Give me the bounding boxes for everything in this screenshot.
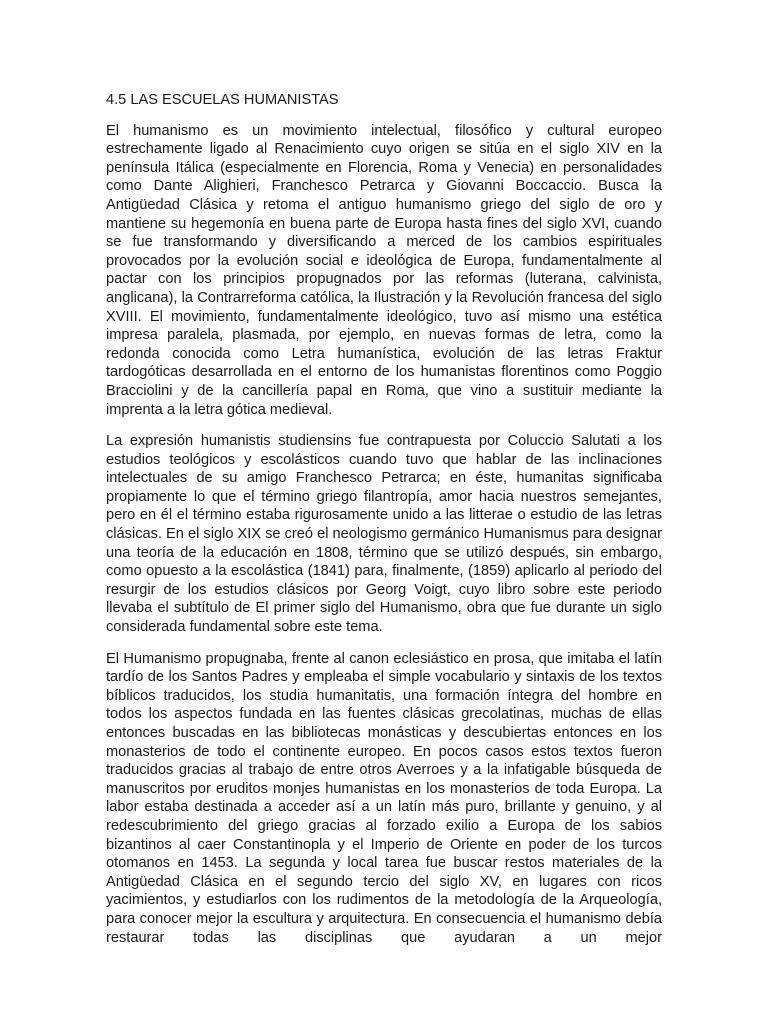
paragraph-humanismo-definicion: El humanismo es un movimiento intelectual, filosófico y cultural europeo estrechamente ligado al Renacimiento cuyo origen se sitúa en el siglo XIV en la península Itálica (especialmente en Florencia, Roma y Venecia) en personalidades como Dante Alighieri, Franchesco Petrarca y Giovanni Boccaccio. Busca la Antigüedad Clásica y retoma el antiguo humanismo griego del siglo de oro y mantiene su hegemonía en buena parte de Europa hasta fines del siglo XVI, cuando se fue transformando y diversificando a merced de los cambios espirituales provocados por la evolución social e ideológica de Europa, fundamentalmente al pactar con los principios propugnados por las reformas (luterana, calvinista, anglicana), la Contrarreforma católica, la Ilustración y la Revolución francesa del siglo XVIII. El movimiento, fundamentalmente ideológico, tuvo así mismo una estética impresa paralela, plasmada, por ejemplo, en nuevas formas de letra, como la redonda conocida como Letra humanística, evolución de las letras Fraktur tardogóticas desarrollada en el entorno de los humanistas florentinos como Poggio Bracciolini y de la cancillería papal en Roma, que vino a sustituir mediante la imprenta a la letra gótica medieval. xyxy=(106,122,662,418)
document-page xyxy=(106,91,662,960)
section-heading: 4.5 LAS ESCUELAS HUMANISTAS xyxy=(106,92,339,108)
paragraph-expresion-humanistis: La expresión humanistis studiensins fue contrapuesta por Coluccio Salutati a los estudios teológicos y escolásticos cuando tuvo que hablar de las inclinaciones intelectuales de su amigo Franchesco Petrarca; en éste, humanitas significaba propiamente lo que el término griego filantropía, amor hacia nuestros semejantes, pero en él el término estaba rigurosamente unido a las litterae o estudio de las letras clásicas. En el siglo XIX se creó el neologismo germánico Humanismus para designar una teoría de la educación en 1808, término que se utilizó después, sin embargo, como opuesto a la escolástica (1841) para, finalmente, (1859) aplicarlo al periodo del resurgir de los estudios clásicos por Georg Voigt, cuyo libro sobre este periodo llevaba el subtítulo de El primer siglo del Humanismo, obra que fue durante un siglo considerada fundamental sobre este tema. xyxy=(106,433,662,636)
paragraph-humanismo-propugnaba: El Humanismo propugnaba, frente al canon eclesiástico en prosa, que imitaba el latín tardío de los Santos Padres y empleaba el simple vocabulario y sintaxis de los textos bíblicos traducidos, los studia humanitatis, una formación íntegra del hombre en todos los aspectos fundada en las fuentes clásicas grecolatinas, muchas de ellas entonces buscadas en las bibliotecas monásticas y descubiertas entonces en los monasterios de todo el continente europeo. En pocos casos estos textos fueron traducidos gracias al trabajo de entre otros Averroes y a la infatigable búsqueda de manuscritos por eruditos monjes humanistas en los monasterios de toda Europa. La labor estaba destinada a acceder así a un latín más puro, brillante y genuino, y al redescubrimiento del griego gracias al forzado exilio a Europa de los sabios bizantinos al caer Constantinopla y el Imperio de Oriente en poder de los turcos otomanos en 1453. La segunda y local tarea fue buscar restos materiales de la Antigüedad Clásica en el segundo tercio del siglo XV, en lugares con ricos yacimientos, y estudiarlos con los rudimentos de la metodología de la Arqueología, para conocer mejor la escultura y arquitectura. En consecuencia el humanismo debía restaurar todas las disciplinas que ayudaran a un mejor xyxy=(106,650,662,946)
